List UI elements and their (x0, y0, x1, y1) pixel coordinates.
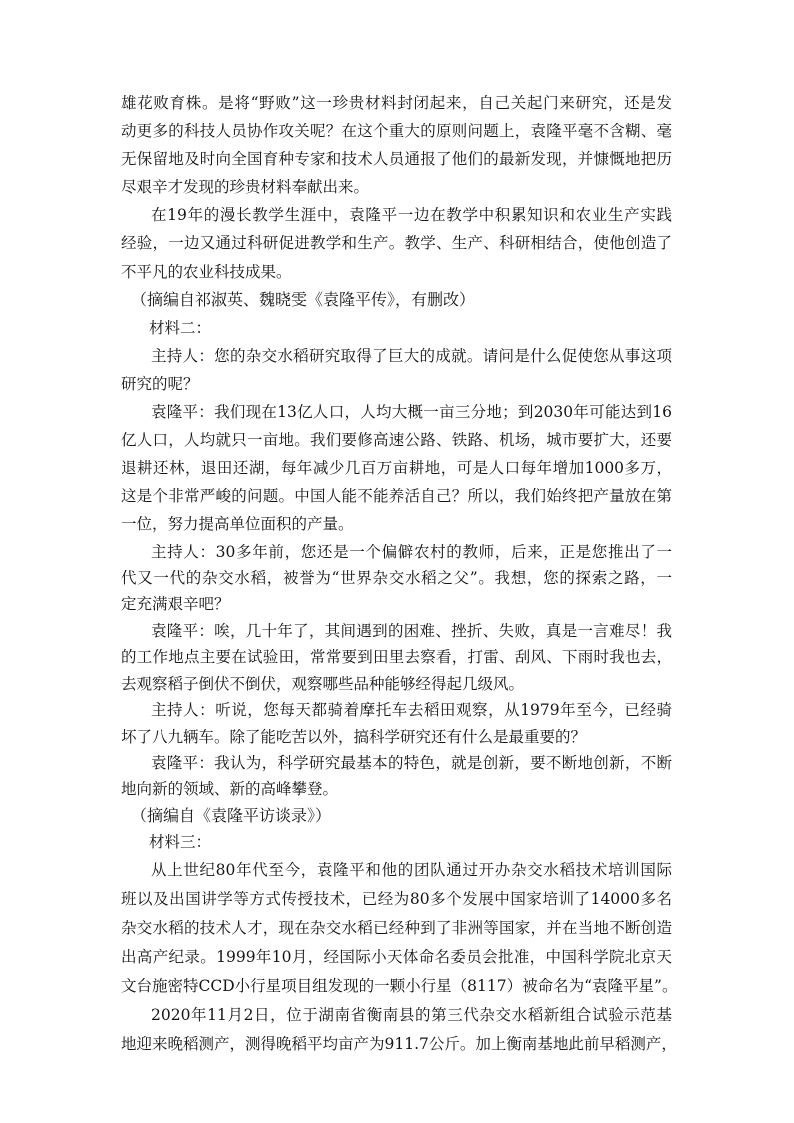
text-line: 2020年11月2日，位于湖南省衡南县的第三代杂交水稻新组合试验示范基 (151, 1005, 672, 1024)
text-line: 代又一代的杂交水稻，被誉为“世界杂交水稻之父”。我想，您的探索之路，一 (121, 568, 672, 587)
paragraph (121, 89, 672, 201)
paragraph (121, 1001, 677, 1059)
page-content (121, 89, 678, 1059)
text-line: 袁隆平：我们现在13亿人口，人均大概一亩三分地；到2030年可能达到16 (151, 403, 672, 422)
text-line: 雄花败育株。是将“野败”这一珍贵材料封闭起来，自己关起门来研究，还是发 (121, 94, 672, 112)
material-three (121, 829, 678, 1058)
source-citation: （摘编自祁淑英、魏晓雯《袁隆平传》，有删改） (131, 289, 476, 309)
text-line: 退耕还林，退田还湖，每年减少几百万亩耕地，可是人口每年增加1000多万， (121, 459, 672, 478)
source-citation: （摘编自《袁隆平访谈录》） (131, 805, 332, 825)
text-line: 地向新的领域、新的高峰攀登。 (121, 780, 339, 799)
text-line: 的工作地点主要在试验田，常常要到田里去察看，打雷、刮风、下雨时我也去， (121, 648, 672, 667)
text-line: 这是个非常严峻的问题。中国人能不能养活自己？所以，我们始终把产量放在第 (121, 487, 672, 506)
text-line: 袁隆平：唉，几十年了，其间遇到的困难、挫折、失败，真是一言难尽！我 (151, 621, 672, 640)
text-line: 主持人：30多年前，您还是一个偏僻农村的教师，后来，正是您推出了一 (151, 542, 672, 561)
paragraph (121, 398, 672, 538)
paragraph (121, 618, 672, 697)
paragraph (121, 539, 672, 618)
text-line: 主持人：听说，您每天都骑着摩托车去稻田观察，从1979年至今，已经骑 (151, 701, 672, 720)
text-line: 研究的呢？ (121, 374, 199, 393)
text-line: 经验，一边又通过科研促进教学和生产。教学、生产、科研相结合，使他创造了 (121, 234, 672, 253)
text-line: 不平凡的农业科技成果。 (121, 262, 292, 281)
section-heading: 材料三： (149, 833, 212, 852)
text-line: 去观察稻子倒伏不倒伏，观察哪些品种能够经得起几级风。 (121, 674, 525, 693)
section-heading: 材料二： (149, 318, 212, 337)
text-line: 尽艰辛才发现的珍贵材料奉献出来。 (121, 178, 370, 197)
text-line: 主持人：您的杂交水稻研究取得了巨大的成就。请问是什么促使您从事这项 (151, 346, 672, 365)
text-line: 班以及出国讲学等方式传授技术，已经为80多个发展中国家培训了14000多名 (121, 889, 672, 908)
material-one-tail (121, 89, 672, 314)
paragraph (121, 201, 672, 285)
text-line: 无保留地及时向全国育种专家和技术人员通报了他们的最新发现，并慷慨地把历 (121, 150, 672, 169)
text-line: 一位，努力提高单位面积的产量。 (121, 515, 354, 534)
text-line: 亿人口，人均就只一亩地。我们要修高速公路、铁路、机场，城市要扩大，还要 (121, 431, 672, 450)
text-line: 在19年的漫长教学生涯中，袁隆平一边在教学中积累知识和农业生产实践 (151, 206, 672, 225)
text-line: 定充满艰辛吧？ (121, 595, 230, 614)
text-line: 地迎来晚稻测产，测得晚稻平均亩产为911.7公斤。加上衡南基地此前早稻测产， (121, 1034, 677, 1053)
text-line: 杂交水稻的技术人才，现在杂交水稻已经种到了非洲等国家，并在当地不断创造 (121, 918, 672, 937)
text-line: 坏了八九辆车。除了能吃苦以外，搞科学研究还有什么是最重要的？ (121, 727, 587, 746)
text-line: 从上世纪80年代至今，袁隆平和他的团队通过开办杂交水稻技术培训国际 (151, 860, 672, 879)
text-line: 出高产纪录。1999年10月，经国际小天体命名委员会批准，中国科学院北京天 (121, 947, 672, 966)
material-two (121, 314, 672, 830)
text-line: 动更多的科技人员协作攻关呢？在这个重大的原则问题上，袁隆平毫不含糊、毫 (121, 122, 672, 141)
paragraph (121, 697, 672, 750)
text-line: 袁隆平：我认为，科学研究最基本的特色，就是创新，要不断地创新，不断 (151, 754, 672, 772)
text-line: 文台施密特CCD小行星项目组发现的一颗小行星（8117）被命名为“袁隆平星”。 (121, 976, 678, 995)
paragraph (121, 750, 672, 803)
paragraph (121, 342, 672, 398)
paragraph (121, 856, 678, 1001)
